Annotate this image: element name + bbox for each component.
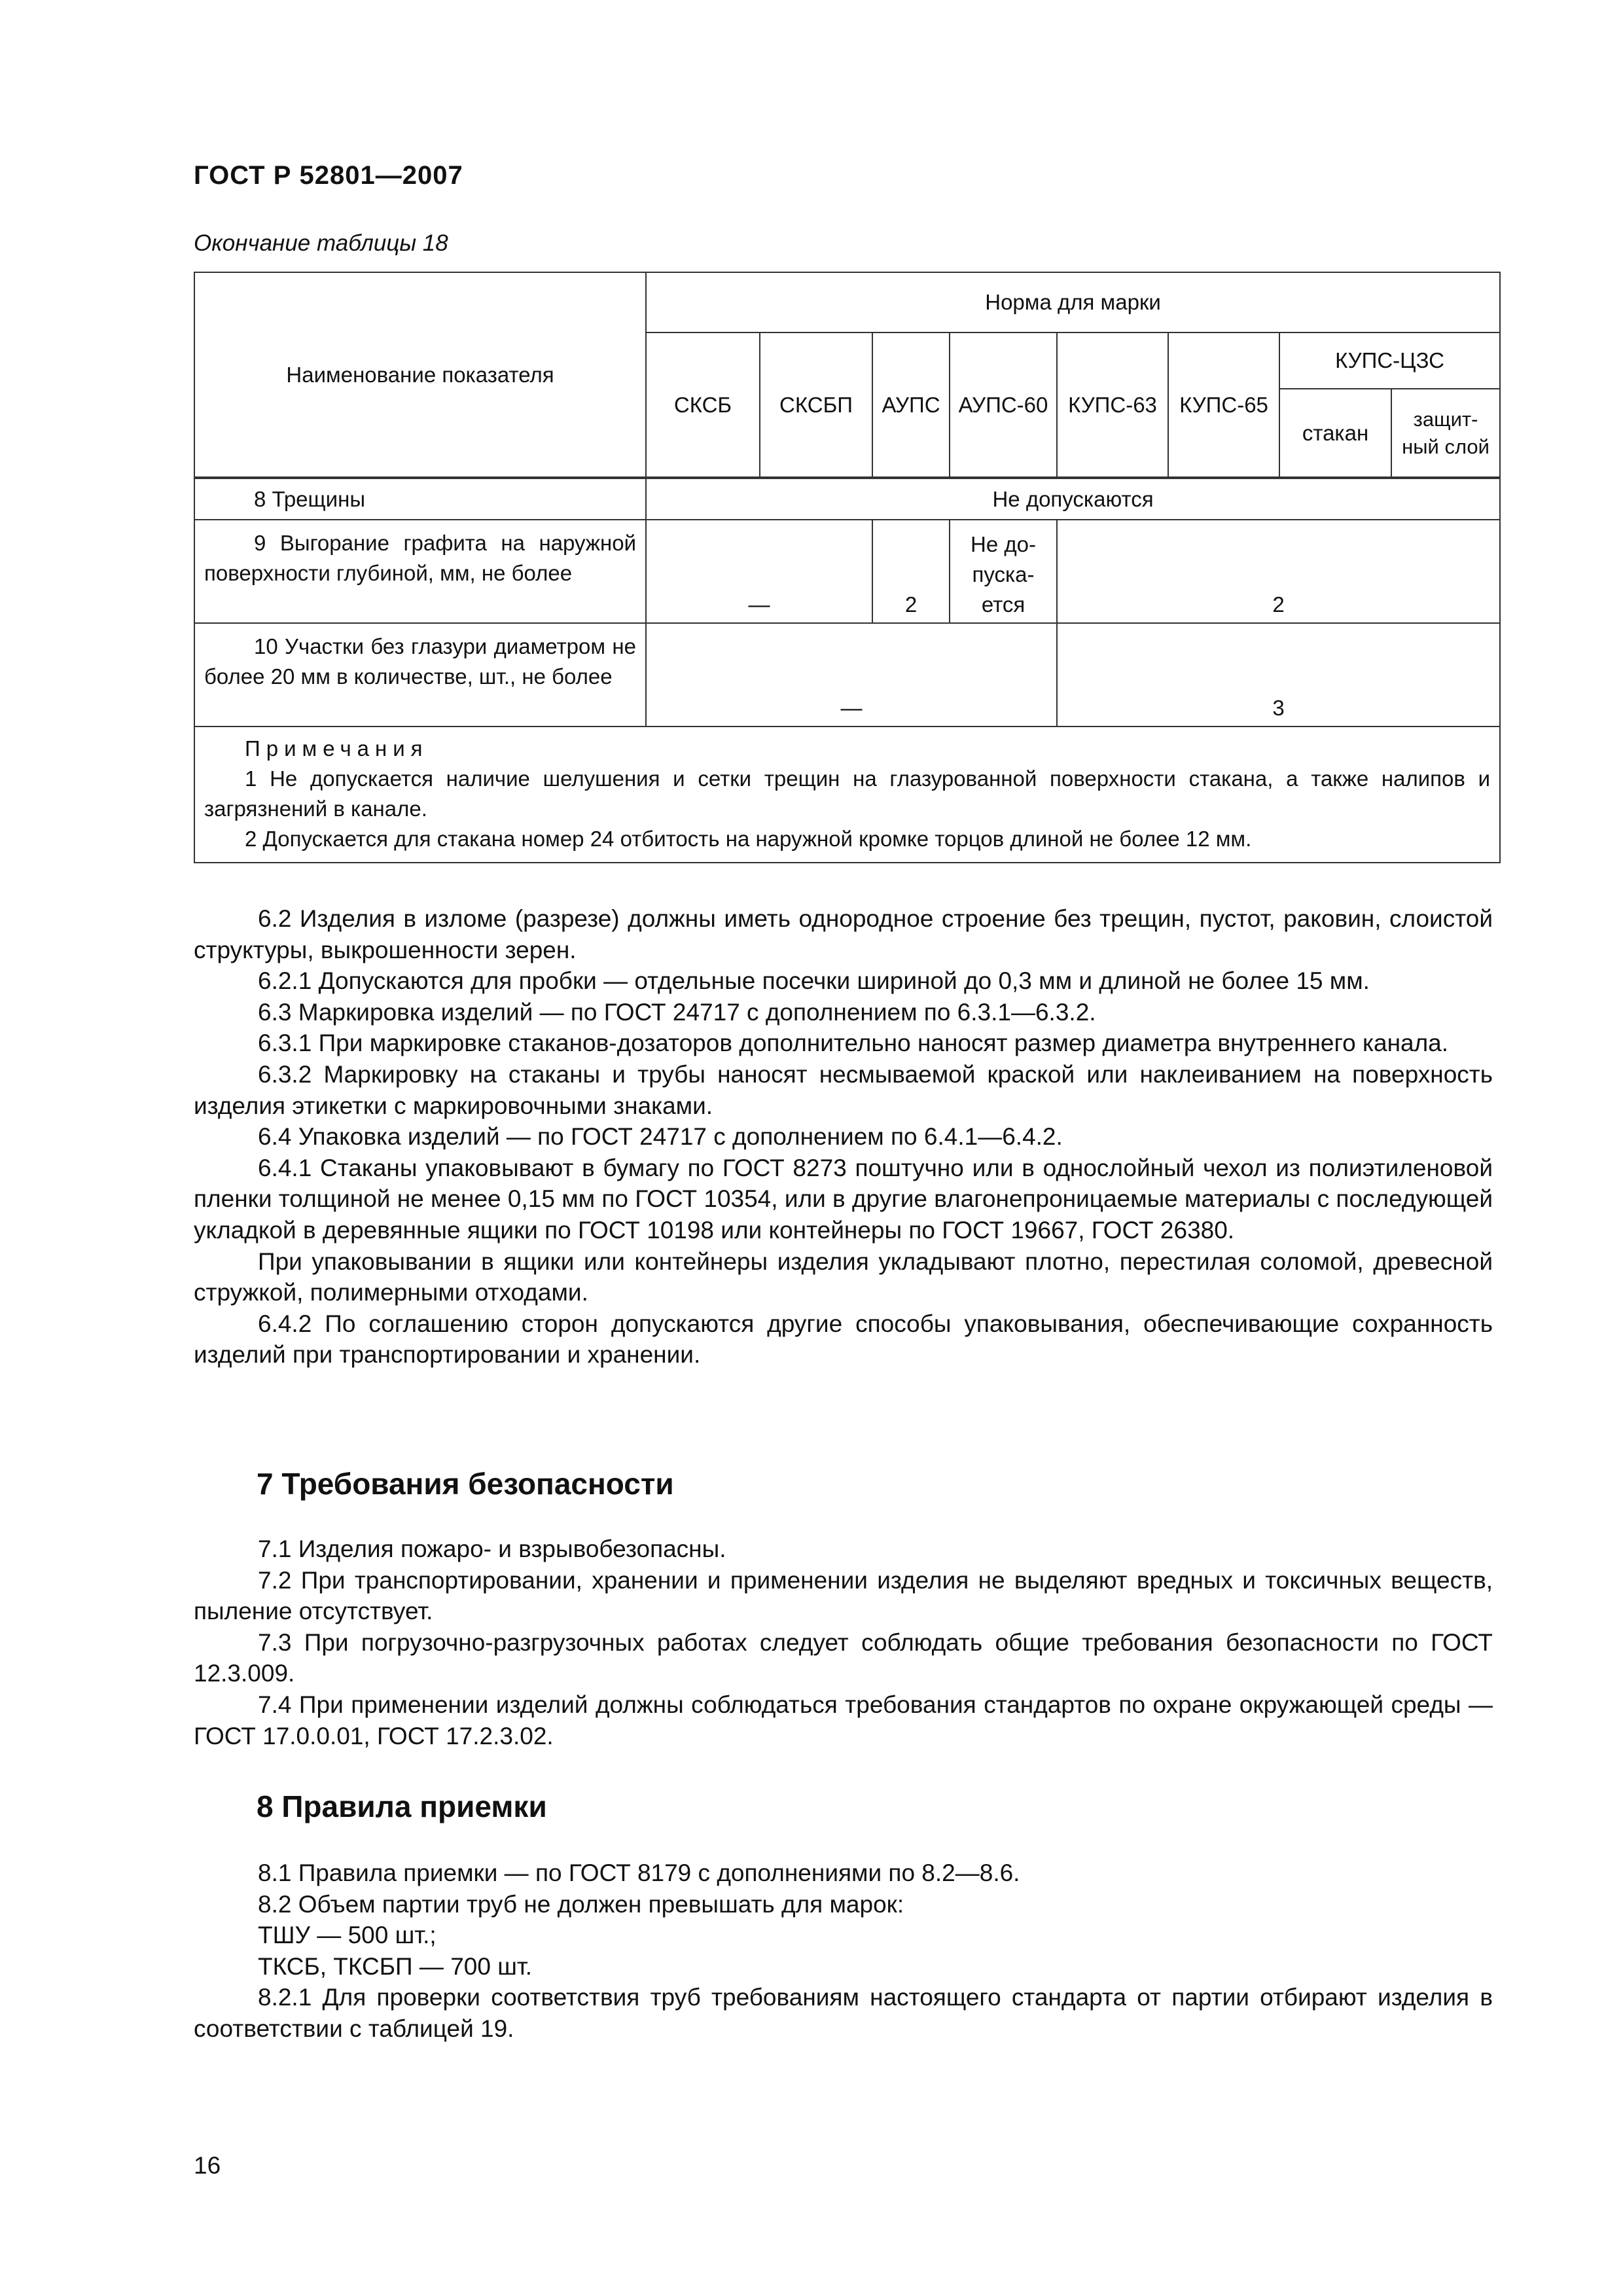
note-item: 1 Не допускается наличие шелушения и сетки трещин на глазурованной поверхности стакана, а также налипов и загрязнений в канале. xyxy=(204,766,1491,821)
norm-header: Норма для марки xyxy=(646,272,1500,332)
section-8-title: 8 Правила приемки xyxy=(257,1789,547,1823)
paragraph: 8.1 Правила приемки — по ГОСТ 8179 с дополнениями по 8.2—8.6. xyxy=(258,1859,1020,1886)
paragraph: 8.2 Объем партии труб не должен превышать для марок: xyxy=(258,1890,904,1918)
paragraph: 6.4 Упаковка изделий — по ГОСТ 24717 с дополнением по 6.4.1—6.4.2. xyxy=(258,1123,1063,1151)
row-value: 2 xyxy=(872,520,950,623)
row-value: 2 xyxy=(1057,520,1500,623)
section-7-title: 7 Требования безопасности xyxy=(257,1467,674,1501)
note-item: 2 Допускается для стакана номер 24 отбитость на наружной кромке торцов длиной не более 12 мм. xyxy=(245,827,1252,851)
paragraph: 6.3.2 Маркировку на стаканы и трубы наносят несмываемой краской или наклеиванием на поверхность изделия этикетки с маркировочными знаками. xyxy=(194,1060,1493,1119)
paragraph: ТКСБ, ТКСБП — 700 шт. xyxy=(258,1952,533,1980)
notes-title: Примечания xyxy=(245,736,429,761)
col-header-name: Наименование показателя xyxy=(194,272,646,478)
row-label: 9 Выгорание графита на наружной поверхности глубиной, мм, не более xyxy=(194,520,646,623)
section-8-text xyxy=(194,1857,1493,2045)
paragraph: 6.3 Маркировка изделий — по ГОСТ 24717 с дополнением по 6.3.1—6.3.2. xyxy=(258,998,1096,1026)
table-notes xyxy=(194,726,1500,863)
row-value: 3 xyxy=(1057,623,1500,726)
page-number: 16 xyxy=(194,2152,221,2179)
row-value: — xyxy=(646,623,1057,726)
paragraph: 7.1 Изделия пожаро- и взрывобезопасны. xyxy=(258,1535,726,1562)
row-label: 8 Трещины xyxy=(194,478,646,520)
paragraph: 8.2.1 Для проверки соответствия труб требованиям настоящего стандарта от партии отбирают изделия в соответствии с таблицей 19. xyxy=(194,1984,1493,2042)
sub-header-cup: стакан xyxy=(1279,389,1391,478)
table-caption: Окончание таблицы 18 xyxy=(194,230,448,256)
mark-header: КУПС-63 xyxy=(1057,332,1168,478)
table-18 xyxy=(194,272,1501,863)
mark-header-kups-c3s: КУПС-ЦЗС xyxy=(1279,332,1500,389)
section-6-text xyxy=(194,903,1493,1371)
section-7-text xyxy=(194,1534,1493,1751)
sub-header-protective-layer: защит- ный слой xyxy=(1391,389,1500,478)
paragraph: ТШУ — 500 шт.; xyxy=(258,1922,437,1949)
mark-header: КУПС-65 xyxy=(1168,332,1279,478)
paragraph: 7.3 При погрузочно-разгрузочных работах следует соблюдать общие требования безопасности по ГОСТ 12.3.009. xyxy=(194,1628,1493,1687)
row-value: Не допускаются xyxy=(646,478,1500,520)
paragraph: 6.2.1 Допускаются для пробки — отдельные посечки шириной до 0,3 мм и длиной не более 15 мм. xyxy=(258,967,1370,995)
row-value: Не до- пуска- ется xyxy=(950,520,1057,623)
paragraph: 7.4 При применении изделий должны соблюдаться требования стандартов по охране окружающей среды — ГОСТ 17.0.0.01, ГОСТ 17.2.3.02. xyxy=(194,1691,1493,1749)
mark-header: АУПС-60 xyxy=(950,332,1057,478)
mark-header: СКСБ xyxy=(646,332,760,478)
mark-header: СКСБП xyxy=(760,332,872,478)
paragraph: 6.4.1 Стаканы упаковывают в бумагу по ГОСТ 8273 поштучно или в однослойный чехол из полиэтиленовой пленки толщиной не менее 0,15 мм по ГОСТ 10354, или в другие влагонепроницаемые материалы с последующей укладкой в деревянные ящики по ГОСТ 10198 или контейнеры по ГОСТ 19667, ГОСТ 26380. xyxy=(194,1154,1493,1244)
row-value: — xyxy=(646,520,872,623)
paragraph: 6.4.2 По соглашению сторон допускаются другие способы упаковывания, обеспечивающие сохранность изделий при транспортировании и хранении. xyxy=(194,1310,1493,1369)
paragraph: 7.2 При транспортировании, хранении и применении изделия не выделяют вредных и токсичных веществ, пыление отсутствует. xyxy=(194,1566,1493,1625)
row-label: 10 Участки без глазури диаметром не более 20 мм в количестве, шт., не более xyxy=(194,623,646,726)
mark-header: АУПС xyxy=(872,332,950,478)
paragraph: 6.3.1 При маркировке стаканов-дозаторов дополнительно наносят размер диаметра внутреннего канала. xyxy=(258,1030,1449,1057)
paragraph: При упаковывании в ящики или контейнеры изделия укладывают плотно, перестилая соломой, древесной стружкой, полимерными отходами. xyxy=(194,1247,1493,1306)
paragraph: 6.2 Изделия в изломе (разрезе) должны иметь однородное строение без трещин, пустот, раковин, слоистой структуры, выкрошенности зерен. xyxy=(194,905,1493,963)
document-header: ГОСТ Р 52801—2007 xyxy=(194,161,463,190)
